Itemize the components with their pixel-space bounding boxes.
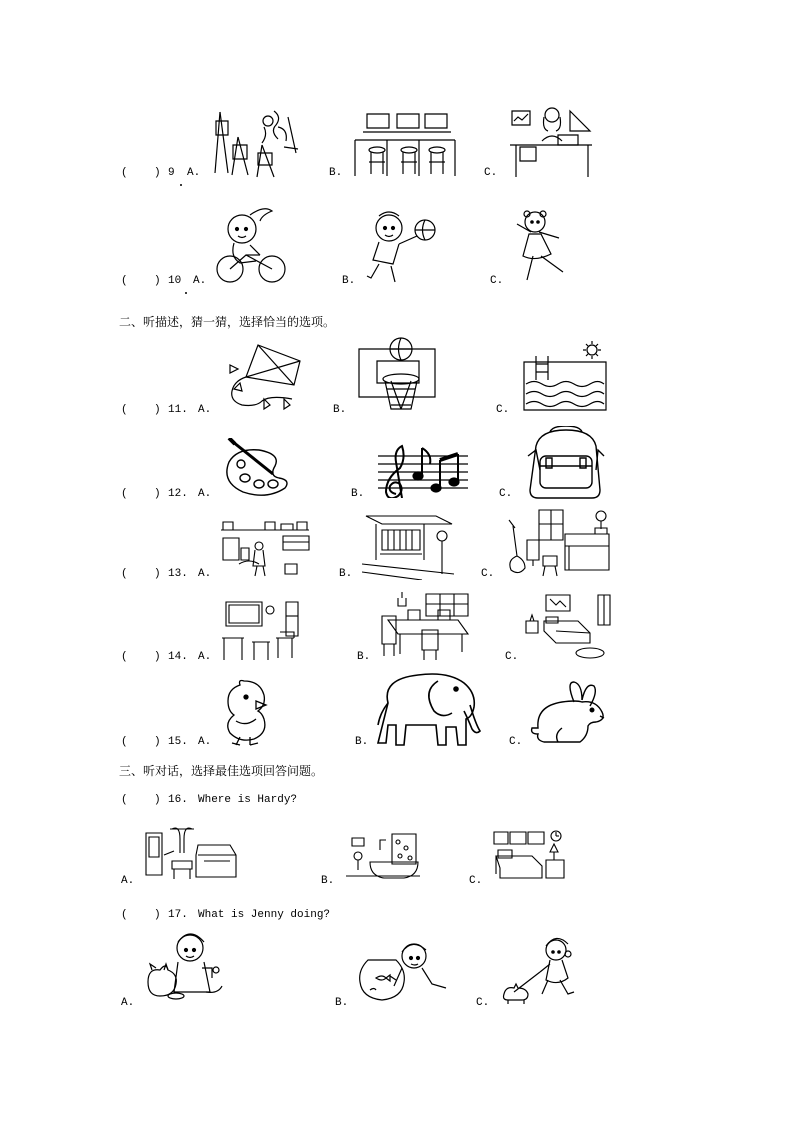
q12-number: 12. (168, 488, 188, 500)
q15-option-b-label[interactable]: B. (355, 736, 369, 748)
q13-bracket: ( ) (121, 568, 161, 580)
basketball-hoop-icon (357, 337, 439, 415)
teachers-office-icon (508, 105, 594, 179)
paint-palette-icon (219, 438, 291, 498)
q14-option-a-label[interactable]: A. (198, 651, 212, 663)
q10-bracket: ( ) (121, 275, 161, 287)
q9-number: 9 (168, 167, 175, 179)
q16-number: 16. (168, 794, 188, 806)
music-notes-icon (376, 438, 470, 498)
q16-option-b-label[interactable]: B. (321, 875, 335, 887)
bedroom-bed-icon (490, 828, 570, 884)
q17-option-b-label[interactable]: B. (335, 997, 349, 1009)
q16-option-c-label[interactable]: C. (469, 875, 483, 887)
q11-bracket: ( ) (121, 404, 161, 416)
schoolbag-icon (518, 426, 606, 502)
q13-number: 13. (168, 568, 188, 580)
q17-number: 17. (168, 909, 188, 921)
kite-icon (222, 343, 306, 413)
girl-riding-bike-icon (214, 203, 286, 285)
q14-bracket: ( ) (121, 651, 161, 663)
section-three-heading: 三、听对话，选择最佳选项回答问题。 (119, 764, 324, 778)
q14-number: 14. (168, 651, 188, 663)
kitchen-icon (219, 520, 311, 580)
q12-option-a-label[interactable]: A. (198, 488, 212, 500)
q10-number: 10 (168, 275, 182, 287)
q11-option-b-label[interactable]: B. (333, 404, 347, 416)
q9-option-b-label[interactable]: B. (329, 167, 343, 179)
q15-number: 15. (168, 736, 188, 748)
girl-feeding-cat-icon (142, 930, 224, 1006)
q10-option-b-label[interactable]: B. (342, 275, 356, 287)
q12-option-c-label[interactable]: C. (499, 488, 513, 500)
q17-option-c-label[interactable]: C. (476, 997, 490, 1009)
rabbit-icon (530, 680, 608, 744)
swimming-pool-icon (522, 340, 608, 412)
elephant-icon (376, 669, 482, 747)
q9-bracket: ( ) (121, 167, 161, 179)
q13-option-c-label[interactable]: C. (481, 568, 495, 580)
q12-option-b-label[interactable]: B. (351, 488, 365, 500)
bedroom-icon (524, 591, 614, 661)
q13-option-a-label[interactable]: A. (198, 568, 212, 580)
q14-option-b-label[interactable]: B. (357, 651, 371, 663)
q15-option-a-label[interactable]: A. (198, 736, 212, 748)
computer-room-icon (353, 110, 457, 178)
q16-bracket: ( ) (121, 794, 161, 806)
q10-dot (185, 292, 187, 294)
q11-number: 11. (168, 404, 188, 416)
q17-bracket: ( ) (121, 909, 161, 921)
q9-option-a-label[interactable]: A. (187, 167, 201, 179)
q10-option-c-label[interactable]: C. (490, 275, 504, 287)
q11-option-c-label[interactable]: C. (496, 404, 510, 416)
q16-option-a-label[interactable]: A. (121, 875, 135, 887)
q15-bracket: ( ) (121, 736, 161, 748)
q11-option-a-label[interactable]: A. (198, 404, 212, 416)
classroom-icon (220, 598, 302, 662)
q13-option-b-label[interactable]: B. (339, 568, 353, 580)
art-room-icon (212, 107, 300, 179)
q15-option-c-label[interactable]: C. (509, 736, 523, 748)
chick-icon (220, 677, 272, 747)
living-room-sofa-icon (142, 825, 238, 883)
q10-option-a-label[interactable]: A. (193, 275, 207, 287)
q17-question: What is Jenny doing? (198, 909, 331, 921)
girl-dancing-icon (513, 208, 573, 284)
section-two-heading: 二、听描述，猜一猜，选择恰当的选项。 (119, 315, 336, 329)
q17-option-a-label[interactable]: A. (121, 997, 135, 1009)
boy-feeding-fish-icon (356, 940, 448, 1002)
girl-walking-dog-icon (500, 936, 590, 1006)
bathroom-icon (344, 830, 422, 882)
q12-bracket: ( ) (121, 488, 161, 500)
q9-option-c-label[interactable]: C. (484, 167, 498, 179)
girl-playing-basketball-icon (365, 208, 437, 284)
q16-question: Where is Hardy? (198, 794, 298, 806)
q14-option-c-label[interactable]: C. (505, 651, 519, 663)
bus-stop-icon (362, 508, 454, 580)
dining-room-icon (378, 590, 472, 662)
living-room-icon (503, 508, 613, 580)
q9-dot (180, 184, 182, 186)
